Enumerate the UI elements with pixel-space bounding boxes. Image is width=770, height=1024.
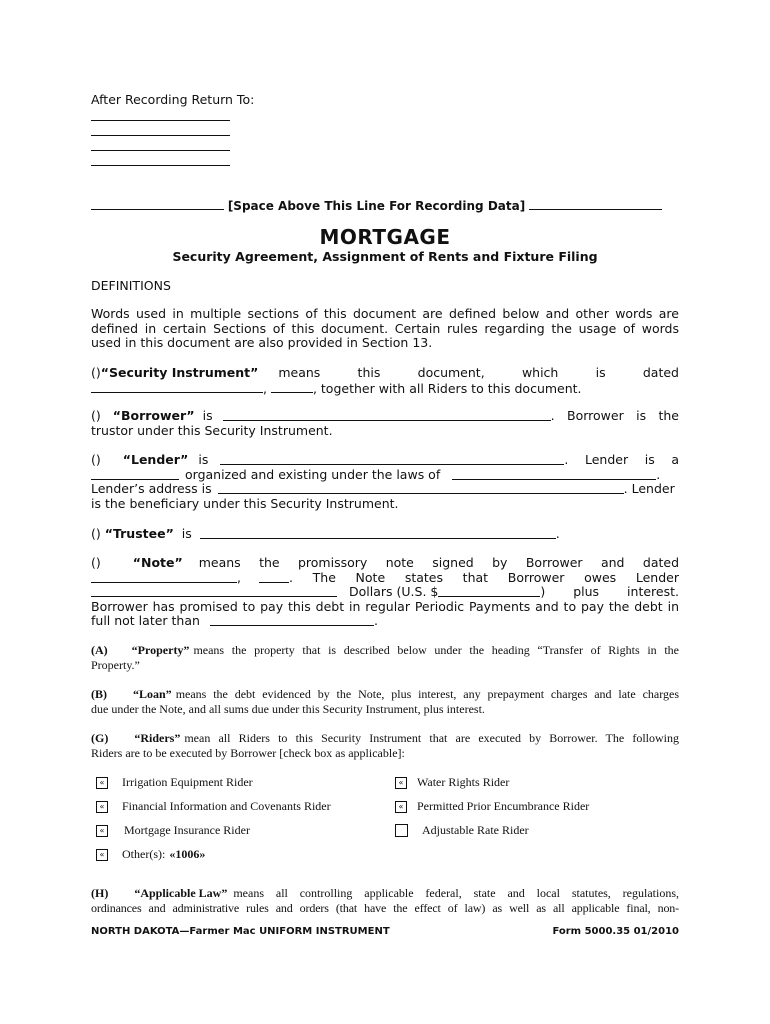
borrower-definition [91,409,679,438]
trustee-term: “Trustee” [104,526,174,541]
definition-text: means the promissory note signed by Borrower and dated [198,555,679,570]
definition-text: means the debt evidenced by the Note, plus interest, any prepayment charges and late charges [175,687,679,701]
definition-text: means the property that is described below under the heading “Transfer of Rights in the [193,643,679,657]
note-amount-words-blank[interactable] [91,585,337,597]
definition-text: Dollars (U.S. $ [349,584,439,600]
divider-line-right [529,209,662,210]
rider-checkbox-financial-info[interactable]: « [96,801,108,813]
note-term: “Note” [132,555,183,570]
definition-text: is the beneficiary under this Security Instrument. [91,495,399,511]
riders-term: “Riders” [134,731,181,745]
definition-text: ) plus interest. [540,584,679,600]
definition-marker: () [91,408,101,423]
definition-text: is [202,408,213,423]
intro-line: Words used in multiple sections of this document are defined below and other words are [91,307,679,321]
divider-line-left [91,209,224,210]
rider-label: Financial Information and Covenants Rider [122,799,331,813]
definition-text: organized and existing under the laws of [185,466,441,482]
rider-checkbox-irrigation[interactable]: « [96,777,108,789]
note-definition: () “Note” means the promissory note signed by Borrower and dated , . The Note states that Borrower owes Lender Dollars (U.S. $ ) plus interest. Borrower has promised to pay this debt in regular Periodic Payments and to pay the debt in full not later than . [91,555,679,629]
note-amount-blank[interactable] [438,585,540,597]
riders-definition [91,731,679,762]
definition-marker: (G) [91,731,109,745]
rider-option-adjustable-rate[interactable] [395,823,529,838]
lender-entity-type-blank[interactable] [91,468,179,480]
lender-term: “Lender” [122,452,189,467]
definition-text: . Lender [623,481,675,497]
definition-text: . Borrower is the [550,408,679,423]
lender-name-blank[interactable] [220,453,564,465]
security-instrument-term: “Security Instrument” [100,365,259,380]
definition-marker: () [91,452,101,467]
definition-text: , together with all Riders to this document. [312,380,582,396]
return-address-line[interactable] [91,120,230,121]
footer-instrument-name: NORTH DAKOTA—Farmer Mac UNIFORM INSTRUMENT [91,926,390,937]
definition-marker: (A) [91,643,108,657]
property-definition [91,643,679,674]
definition-marker: () [91,526,101,541]
definition-marker: () [91,365,101,380]
definition-marker: (H) [91,886,109,900]
return-address-line[interactable] [91,150,230,151]
rider-label: Permitted Prior Encumbrance Rider [417,799,590,813]
definition-text: is [198,452,209,467]
other-rider-value[interactable]: «1006» [169,847,206,861]
document-title: MORTGAGE [319,225,451,249]
definition-text: means this document, which is dated [278,365,679,380]
document-subtitle: Security Agreement, Assignment of Rents and Fixture Filing [172,249,598,264]
definition-text: Property.” [91,658,140,673]
borrower-term: “Borrower” [112,408,195,423]
recording-data-label: [Space Above This Line For Recording Data] [227,199,526,213]
rider-checkbox-prior-encumbrance[interactable]: « [395,801,407,813]
date-blank[interactable] [91,381,263,393]
definition-text: . Lender is a [564,452,679,467]
rider-label: Adjustable Rate Rider [422,823,529,837]
lender-definition: () “Lender” is . Lender is a organized and existing under the laws of . Lender’s address is . Lender is the beneficiary under this Security Instrument. [91,452,679,511]
rider-option-financial-info[interactable] [96,799,331,814]
rider-label: Irrigation Equipment Rider [122,775,253,789]
definitions-heading: DEFINITIONS [91,278,171,293]
maturity-date-blank[interactable] [210,614,374,626]
year-blank[interactable] [271,381,313,393]
trustee-definition: () “Trustee” is . [91,526,560,541]
security-instrument-definition: () “Security Instrument” means this document, which is dated , , together with all Riders to this document. [91,365,679,396]
recording-data-divider [91,195,662,213]
definition-text: . The Note states that Borrower owes Lender [288,569,679,585]
definition-text: Riders are to be executed by Borrower [check box as applicable]: [91,746,405,761]
definition-text: full not later than [91,613,200,629]
rider-label: Water Rights Rider [417,775,510,789]
note-year-blank[interactable] [259,571,289,583]
return-address-line[interactable] [91,135,230,136]
applicable-law-definition [91,886,679,917]
lender-address-blank[interactable] [218,482,624,494]
return-to-label: After Recording Return To: [91,92,255,107]
borrower-name-blank[interactable] [223,409,551,421]
rider-label: Mortgage Insurance Rider [124,823,250,837]
intro-paragraph [91,307,679,351]
loan-definition [91,687,679,718]
trustee-name-blank[interactable] [200,527,556,539]
rider-checkbox-mortgage-insurance[interactable]: « [96,825,108,837]
rider-option-mortgage-insurance[interactable] [96,823,250,838]
rider-checkbox-adjustable-rate[interactable] [395,824,408,837]
property-term: “Property” [131,643,190,657]
rider-option-other[interactable] [96,847,205,862]
definition-text: is [181,526,192,541]
rider-option-water-rights[interactable] [395,775,509,790]
intro-line: defined in certain Sections of this document. Certain rules regarding the usage of words [91,321,679,336]
rider-option-prior-encumbrance[interactable] [395,799,589,814]
rider-checkbox-water-rights[interactable]: « [395,777,407,789]
definition-text: mean all Riders to this Security Instrument that are executed by Borrower. The following [184,731,679,745]
definition-text: Lender’s address is [91,481,212,497]
definition-text: Borrower has promised to pay this debt in regular Periodic Payments and to pay the debt in [91,599,679,614]
lender-state-blank[interactable] [452,468,656,480]
definition-text: due under the Note, and all sums due under this Security Instrument, plus interest. [91,702,485,717]
rider-checkbox-other[interactable]: « [96,849,108,861]
return-address-line[interactable] [91,165,230,166]
definition-marker: () [91,555,101,570]
footer-form-number: Form 5000.35 01/2010 [552,926,679,937]
intro-line: used in this document are also provided in Section 13. [91,335,433,351]
definition-text: trustor under this Security Instrument. [91,422,333,438]
definition-marker: (B) [91,687,107,701]
note-date-blank[interactable] [91,571,237,583]
definition-text: ordinances and administrative rules and orders (that have the effect of law) as well as all applicable final, non- [91,901,679,916]
rider-label: Other(s): [122,847,166,861]
rider-option-irrigation[interactable] [96,775,253,790]
loan-term: “Loan” [133,687,172,701]
applicable-law-term: “Applicable Law” [134,886,228,900]
definition-text: means all controlling applicable federal, state and local statutes, regulations, [233,886,679,900]
